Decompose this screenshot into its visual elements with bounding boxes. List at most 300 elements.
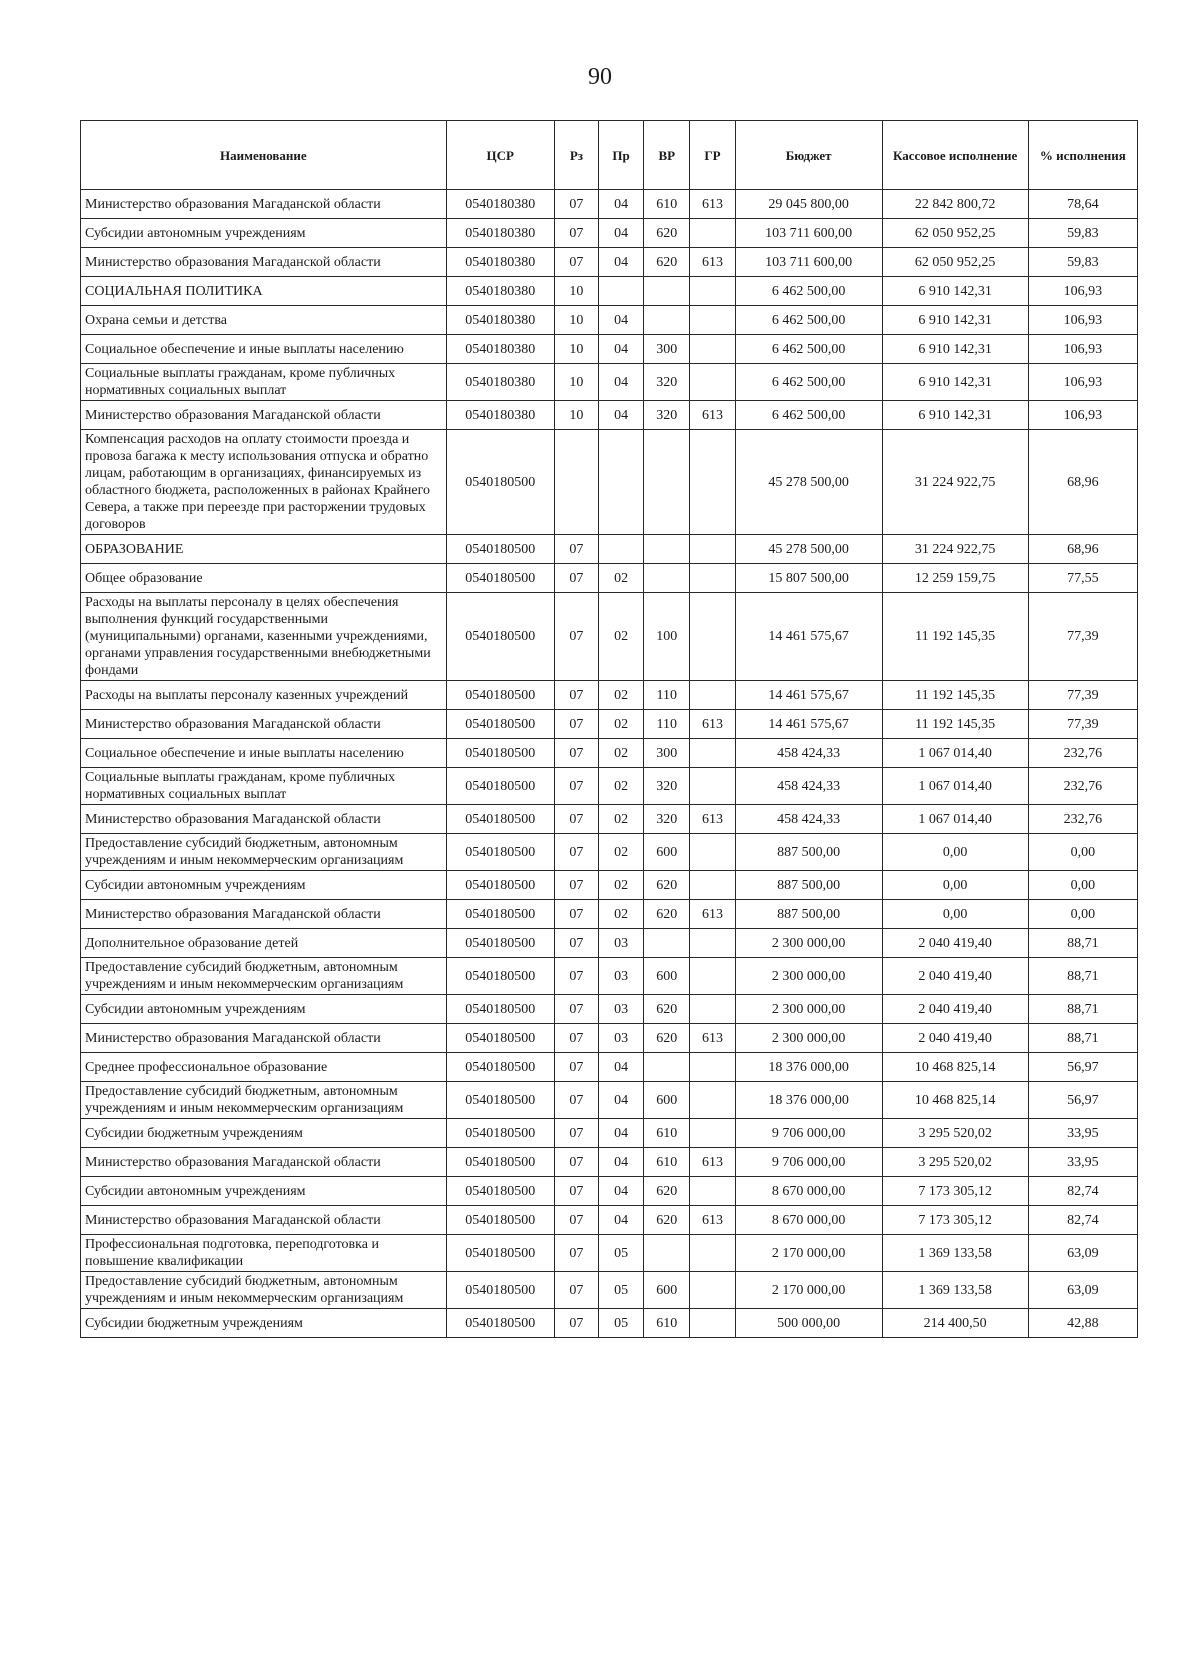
cell-cash: 1 369 133,58 (882, 1272, 1028, 1309)
table-row (81, 1024, 1138, 1053)
cell-budget: 887 500,00 (735, 834, 882, 871)
cell-vr (644, 277, 690, 306)
cell-vr: 620 (644, 871, 690, 900)
table-row (81, 1082, 1138, 1119)
cell-percent: 82,74 (1028, 1206, 1137, 1235)
cell-csr: 0540180500 (446, 871, 554, 900)
cell-name: Предоставление субсидий бюджетным, автономным учреждениям и иным некоммерческим организациям (81, 1082, 447, 1119)
cell-gr (690, 1177, 735, 1206)
cell-pr: 03 (598, 929, 643, 958)
table-row (81, 958, 1138, 995)
cell-percent: 88,71 (1028, 995, 1137, 1024)
cell-gr: 613 (690, 900, 735, 929)
cell-csr: 0540180500 (446, 929, 554, 958)
cell-budget: 2 300 000,00 (735, 1024, 882, 1053)
cell-cash: 12 259 159,75 (882, 564, 1028, 593)
cell-percent: 63,09 (1028, 1235, 1137, 1272)
cell-budget: 887 500,00 (735, 871, 882, 900)
table-row (81, 739, 1138, 768)
cell-vr: 620 (644, 219, 690, 248)
table-row (81, 219, 1138, 248)
cell-csr: 0540180500 (446, 1235, 554, 1272)
cell-gr (690, 871, 735, 900)
cell-pr: 02 (598, 710, 643, 739)
cell-vr (644, 564, 690, 593)
cell-vr (644, 1235, 690, 1272)
cell-name: Министерство образования Магаданской области (81, 805, 447, 834)
table-row (81, 1053, 1138, 1082)
col-header-cash: Кассовое исполнение (882, 121, 1028, 190)
cell-name: Субсидии бюджетным учреждениям (81, 1309, 447, 1338)
cell-name: Социальные выплаты гражданам, кроме публичных нормативных социальных выплат (81, 768, 447, 805)
cell-percent: 42,88 (1028, 1309, 1137, 1338)
cell-cash: 7 173 305,12 (882, 1177, 1028, 1206)
cell-name: Расходы на выплаты персоналу казенных учреждений (81, 681, 447, 710)
cell-rz: 10 (554, 401, 598, 430)
cell-budget: 6 462 500,00 (735, 335, 882, 364)
cell-cash: 6 910 142,31 (882, 277, 1028, 306)
cell-pr: 02 (598, 805, 643, 834)
cell-cash: 11 192 145,35 (882, 710, 1028, 739)
cell-gr (690, 834, 735, 871)
cell-pr (598, 277, 643, 306)
cell-pr: 04 (598, 364, 643, 401)
cell-rz: 07 (554, 1119, 598, 1148)
cell-vr: 300 (644, 335, 690, 364)
cell-pr: 02 (598, 681, 643, 710)
cell-cash: 62 050 952,25 (882, 219, 1028, 248)
cell-cash: 3 295 520,02 (882, 1119, 1028, 1148)
cell-percent: 106,93 (1028, 335, 1137, 364)
cell-vr: 320 (644, 768, 690, 805)
cell-csr: 0540180500 (446, 681, 554, 710)
cell-percent: 56,97 (1028, 1082, 1137, 1119)
cell-budget: 8 670 000,00 (735, 1206, 882, 1235)
cell-rz (554, 430, 598, 535)
cell-csr: 0540180380 (446, 277, 554, 306)
cell-vr: 620 (644, 1177, 690, 1206)
cell-percent: 63,09 (1028, 1272, 1137, 1309)
cell-csr: 0540180380 (446, 306, 554, 335)
cell-percent: 78,64 (1028, 190, 1137, 219)
cell-vr: 320 (644, 364, 690, 401)
cell-percent: 77,55 (1028, 564, 1137, 593)
cell-csr: 0540180500 (446, 710, 554, 739)
cell-gr (690, 306, 735, 335)
col-header-rz: Рз (554, 121, 598, 190)
cell-csr: 0540180500 (446, 430, 554, 535)
cell-gr (690, 535, 735, 564)
cell-pr: 03 (598, 958, 643, 995)
cell-csr: 0540180500 (446, 1148, 554, 1177)
cell-percent: 33,95 (1028, 1119, 1137, 1148)
col-header-name: Наименование (81, 121, 447, 190)
cell-budget: 9 706 000,00 (735, 1148, 882, 1177)
cell-gr: 613 (690, 190, 735, 219)
cell-vr: 610 (644, 1309, 690, 1338)
cell-percent: 59,83 (1028, 219, 1137, 248)
cell-rz: 07 (554, 190, 598, 219)
cell-rz: 07 (554, 1309, 598, 1338)
cell-gr (690, 219, 735, 248)
cell-budget: 2 300 000,00 (735, 995, 882, 1024)
cell-csr: 0540180380 (446, 190, 554, 219)
table-row (81, 1235, 1138, 1272)
cell-name: Субсидии автономным учреждениям (81, 1177, 447, 1206)
table-row (81, 768, 1138, 805)
cell-name: Министерство образования Магаданской области (81, 190, 447, 219)
cell-gr (690, 995, 735, 1024)
cell-cash: 1 067 014,40 (882, 805, 1028, 834)
cell-vr: 620 (644, 1206, 690, 1235)
cell-percent: 77,39 (1028, 593, 1137, 681)
cell-rz: 07 (554, 535, 598, 564)
table-row (81, 929, 1138, 958)
cell-budget: 103 711 600,00 (735, 248, 882, 277)
cell-name: Среднее профессиональное образование (81, 1053, 447, 1082)
col-header-pr: Пр (598, 121, 643, 190)
cell-vr: 620 (644, 1024, 690, 1053)
cell-budget: 103 711 600,00 (735, 219, 882, 248)
cell-csr: 0540180500 (446, 1082, 554, 1119)
table-row (81, 430, 1138, 535)
cell-cash: 6 910 142,31 (882, 401, 1028, 430)
cell-percent: 68,96 (1028, 535, 1137, 564)
cell-budget: 2 170 000,00 (735, 1272, 882, 1309)
table-row (81, 593, 1138, 681)
cell-pr: 04 (598, 1148, 643, 1177)
cell-rz: 07 (554, 871, 598, 900)
cell-budget: 15 807 500,00 (735, 564, 882, 593)
table-row (81, 834, 1138, 871)
cell-csr: 0540180500 (446, 564, 554, 593)
cell-vr: 620 (644, 995, 690, 1024)
cell-cash: 1 067 014,40 (882, 768, 1028, 805)
cell-csr: 0540180500 (446, 1119, 554, 1148)
cell-name: Предоставление субсидий бюджетным, автономным учреждениям и иным некоммерческим организациям (81, 834, 447, 871)
cell-budget: 14 461 575,67 (735, 681, 882, 710)
cell-rz: 07 (554, 1053, 598, 1082)
cell-percent: 82,74 (1028, 1177, 1137, 1206)
cell-name: Профессиональная подготовка, переподготовка и повышение квалификации (81, 1235, 447, 1272)
table-row (81, 190, 1138, 219)
cell-gr (690, 593, 735, 681)
cell-name: Общее образование (81, 564, 447, 593)
cell-cash: 0,00 (882, 900, 1028, 929)
cell-percent: 0,00 (1028, 834, 1137, 871)
cell-rz: 07 (554, 1082, 598, 1119)
cell-gr: 613 (690, 1024, 735, 1053)
col-header-gr: ГР (690, 121, 735, 190)
table-row (81, 1309, 1138, 1338)
cell-gr (690, 929, 735, 958)
cell-cash: 6 910 142,31 (882, 306, 1028, 335)
cell-rz: 07 (554, 805, 598, 834)
table-row (81, 535, 1138, 564)
cell-name: Социальное обеспечение и иные выплаты населению (81, 335, 447, 364)
cell-csr: 0540180500 (446, 1053, 554, 1082)
cell-gr: 613 (690, 1148, 735, 1177)
cell-csr: 0540180500 (446, 1206, 554, 1235)
cell-gr (690, 1235, 735, 1272)
cell-budget: 18 376 000,00 (735, 1053, 882, 1082)
cell-pr: 04 (598, 1082, 643, 1119)
cell-csr: 0540180380 (446, 248, 554, 277)
cell-percent: 77,39 (1028, 681, 1137, 710)
cell-csr: 0540180500 (446, 834, 554, 871)
cell-cash: 2 040 419,40 (882, 995, 1028, 1024)
cell-cash: 11 192 145,35 (882, 593, 1028, 681)
cell-percent: 88,71 (1028, 929, 1137, 958)
cell-vr: 610 (644, 190, 690, 219)
cell-budget: 2 300 000,00 (735, 929, 882, 958)
cell-cash: 62 050 952,25 (882, 248, 1028, 277)
cell-cash: 10 468 825,14 (882, 1082, 1028, 1119)
cell-gr (690, 958, 735, 995)
cell-pr: 04 (598, 190, 643, 219)
cell-budget: 6 462 500,00 (735, 364, 882, 401)
cell-rz: 07 (554, 710, 598, 739)
cell-name: Министерство образования Магаданской области (81, 1148, 447, 1177)
cell-cash: 214 400,50 (882, 1309, 1028, 1338)
cell-percent: 59,83 (1028, 248, 1137, 277)
cell-rz: 07 (554, 768, 598, 805)
cell-pr: 02 (598, 739, 643, 768)
cell-rz: 07 (554, 958, 598, 995)
cell-budget: 45 278 500,00 (735, 535, 882, 564)
cell-rz: 10 (554, 306, 598, 335)
cell-csr: 0540180500 (446, 805, 554, 834)
cell-name: Субсидии бюджетным учреждениям (81, 1119, 447, 1148)
cell-vr (644, 1053, 690, 1082)
cell-name: Охрана семьи и детства (81, 306, 447, 335)
cell-budget: 458 424,33 (735, 805, 882, 834)
cell-percent: 68,96 (1028, 430, 1137, 535)
cell-pr: 02 (598, 593, 643, 681)
cell-vr: 600 (644, 1272, 690, 1309)
cell-vr (644, 535, 690, 564)
cell-gr: 613 (690, 1206, 735, 1235)
table-row (81, 900, 1138, 929)
cell-cash: 2 040 419,40 (882, 1024, 1028, 1053)
cell-cash: 0,00 (882, 871, 1028, 900)
cell-pr: 02 (598, 768, 643, 805)
table-row (81, 995, 1138, 1024)
cell-cash: 2 040 419,40 (882, 958, 1028, 995)
cell-gr (690, 564, 735, 593)
col-header-vr: ВР (644, 121, 690, 190)
cell-vr: 320 (644, 805, 690, 834)
table-row (81, 1206, 1138, 1235)
cell-vr: 100 (644, 593, 690, 681)
cell-csr: 0540180500 (446, 1177, 554, 1206)
cell-gr: 613 (690, 805, 735, 834)
cell-rz: 07 (554, 1024, 598, 1053)
cell-csr: 0540180380 (446, 335, 554, 364)
cell-rz: 07 (554, 739, 598, 768)
cell-percent: 232,76 (1028, 768, 1137, 805)
cell-rz: 07 (554, 1272, 598, 1309)
cell-name: Министерство образования Магаданской области (81, 401, 447, 430)
col-header-budget: Бюджет (735, 121, 882, 190)
cell-csr: 0540180500 (446, 958, 554, 995)
cell-budget: 887 500,00 (735, 900, 882, 929)
cell-cash: 7 173 305,12 (882, 1206, 1028, 1235)
cell-rz: 07 (554, 995, 598, 1024)
cell-cash: 0,00 (882, 834, 1028, 871)
cell-pr: 04 (598, 248, 643, 277)
cell-name: Социальное обеспечение и иные выплаты населению (81, 739, 447, 768)
cell-cash: 6 910 142,31 (882, 335, 1028, 364)
cell-budget: 6 462 500,00 (735, 277, 882, 306)
cell-pr: 02 (598, 900, 643, 929)
cell-gr (690, 277, 735, 306)
table-row (81, 681, 1138, 710)
cell-vr: 600 (644, 958, 690, 995)
cell-vr (644, 306, 690, 335)
table-row (81, 564, 1138, 593)
cell-vr (644, 430, 690, 535)
cell-csr: 0540180500 (446, 900, 554, 929)
cell-pr: 05 (598, 1235, 643, 1272)
cell-pr: 05 (598, 1272, 643, 1309)
cell-csr: 0540180380 (446, 401, 554, 430)
col-header-csr: ЦСР (446, 121, 554, 190)
cell-cash: 1 369 133,58 (882, 1235, 1028, 1272)
cell-csr: 0540180500 (446, 1272, 554, 1309)
table-row (81, 277, 1138, 306)
cell-name: Министерство образования Магаданской области (81, 900, 447, 929)
cell-rz: 07 (554, 564, 598, 593)
cell-csr: 0540180380 (446, 219, 554, 248)
cell-rz: 10 (554, 335, 598, 364)
table-row (81, 306, 1138, 335)
cell-vr: 620 (644, 248, 690, 277)
cell-rz: 07 (554, 219, 598, 248)
table-row (81, 871, 1138, 900)
table-row (81, 248, 1138, 277)
cell-gr (690, 364, 735, 401)
cell-gr (690, 1053, 735, 1082)
cell-csr: 0540180500 (446, 739, 554, 768)
cell-csr: 0540180500 (446, 535, 554, 564)
cell-rz: 10 (554, 364, 598, 401)
cell-percent: 0,00 (1028, 900, 1137, 929)
cell-cash: 31 224 922,75 (882, 535, 1028, 564)
cell-cash: 3 295 520,02 (882, 1148, 1028, 1177)
cell-pr: 02 (598, 871, 643, 900)
table-row (81, 710, 1138, 739)
cell-name: Субсидии автономным учреждениям (81, 871, 447, 900)
table-row (81, 1119, 1138, 1148)
cell-rz: 07 (554, 1148, 598, 1177)
cell-csr: 0540180500 (446, 593, 554, 681)
cell-gr: 613 (690, 710, 735, 739)
cell-vr: 110 (644, 681, 690, 710)
cell-budget: 14 461 575,67 (735, 593, 882, 681)
cell-cash: 31 224 922,75 (882, 430, 1028, 535)
cell-pr: 04 (598, 335, 643, 364)
cell-name: СОЦИАЛЬНАЯ ПОЛИТИКА (81, 277, 447, 306)
cell-name: Министерство образования Магаданской области (81, 710, 447, 739)
cell-csr: 0540180380 (446, 364, 554, 401)
cell-rz: 07 (554, 1177, 598, 1206)
cell-name: Социальные выплаты гражданам, кроме публичных нормативных социальных выплат (81, 364, 447, 401)
cell-vr: 620 (644, 900, 690, 929)
cell-name: Дополнительное образование детей (81, 929, 447, 958)
cell-rz: 10 (554, 277, 598, 306)
cell-budget: 8 670 000,00 (735, 1177, 882, 1206)
cell-gr: 613 (690, 248, 735, 277)
cell-percent: 56,97 (1028, 1053, 1137, 1082)
table-row (81, 335, 1138, 364)
cell-vr: 600 (644, 834, 690, 871)
cell-budget: 18 376 000,00 (735, 1082, 882, 1119)
cell-vr: 610 (644, 1148, 690, 1177)
cell-budget: 9 706 000,00 (735, 1119, 882, 1148)
cell-gr (690, 1082, 735, 1119)
cell-rz: 07 (554, 681, 598, 710)
cell-pr: 04 (598, 1177, 643, 1206)
cell-pr: 02 (598, 834, 643, 871)
table-row (81, 1148, 1138, 1177)
cell-gr: 613 (690, 401, 735, 430)
cell-rz: 07 (554, 929, 598, 958)
cell-cash: 2 040 419,40 (882, 929, 1028, 958)
cell-rz: 07 (554, 900, 598, 929)
cell-csr: 0540180500 (446, 1309, 554, 1338)
cell-cash: 10 468 825,14 (882, 1053, 1028, 1082)
cell-name: Субсидии автономным учреждениям (81, 995, 447, 1024)
cell-pr (598, 430, 643, 535)
cell-name: Субсидии автономным учреждениям (81, 219, 447, 248)
cell-vr: 610 (644, 1119, 690, 1148)
cell-percent: 232,76 (1028, 805, 1137, 834)
cell-csr: 0540180500 (446, 768, 554, 805)
cell-gr (690, 739, 735, 768)
cell-budget: 458 424,33 (735, 768, 882, 805)
cell-pr: 04 (598, 401, 643, 430)
cell-pr: 03 (598, 1024, 643, 1053)
cell-budget: 45 278 500,00 (735, 430, 882, 535)
cell-pr: 04 (598, 306, 643, 335)
cell-gr (690, 335, 735, 364)
cell-cash: 6 910 142,31 (882, 364, 1028, 401)
col-header-percent: % исполнения (1028, 121, 1137, 190)
cell-name: ОБРАЗОВАНИЕ (81, 535, 447, 564)
cell-vr: 300 (644, 739, 690, 768)
cell-rz: 07 (554, 248, 598, 277)
cell-budget: 2 300 000,00 (735, 958, 882, 995)
cell-percent: 106,93 (1028, 277, 1137, 306)
cell-name: Предоставление субсидий бюджетным, автономным учреждениям и иным некоммерческим организациям (81, 958, 447, 995)
cell-pr (598, 535, 643, 564)
cell-percent: 77,39 (1028, 710, 1137, 739)
table-body (81, 190, 1138, 1338)
cell-budget: 14 461 575,67 (735, 710, 882, 739)
cell-rz: 07 (554, 593, 598, 681)
budget-execution-table (80, 120, 1138, 1338)
cell-percent: 106,93 (1028, 364, 1137, 401)
cell-budget: 29 045 800,00 (735, 190, 882, 219)
cell-budget: 2 170 000,00 (735, 1235, 882, 1272)
cell-percent: 0,00 (1028, 871, 1137, 900)
cell-vr: 110 (644, 710, 690, 739)
cell-percent: 106,93 (1028, 306, 1137, 335)
cell-percent: 33,95 (1028, 1148, 1137, 1177)
cell-name: Компенсация расходов на оплату стоимости проезда и провоза багажа к месту использования отпуска и обратно лицам, работающим в организациях, финансируемых из областного бюджета, расположенных в районах Крайнего Севера, а также при переезде при расторжении трудовых договоров (81, 430, 447, 535)
table-header-row (81, 121, 1138, 190)
